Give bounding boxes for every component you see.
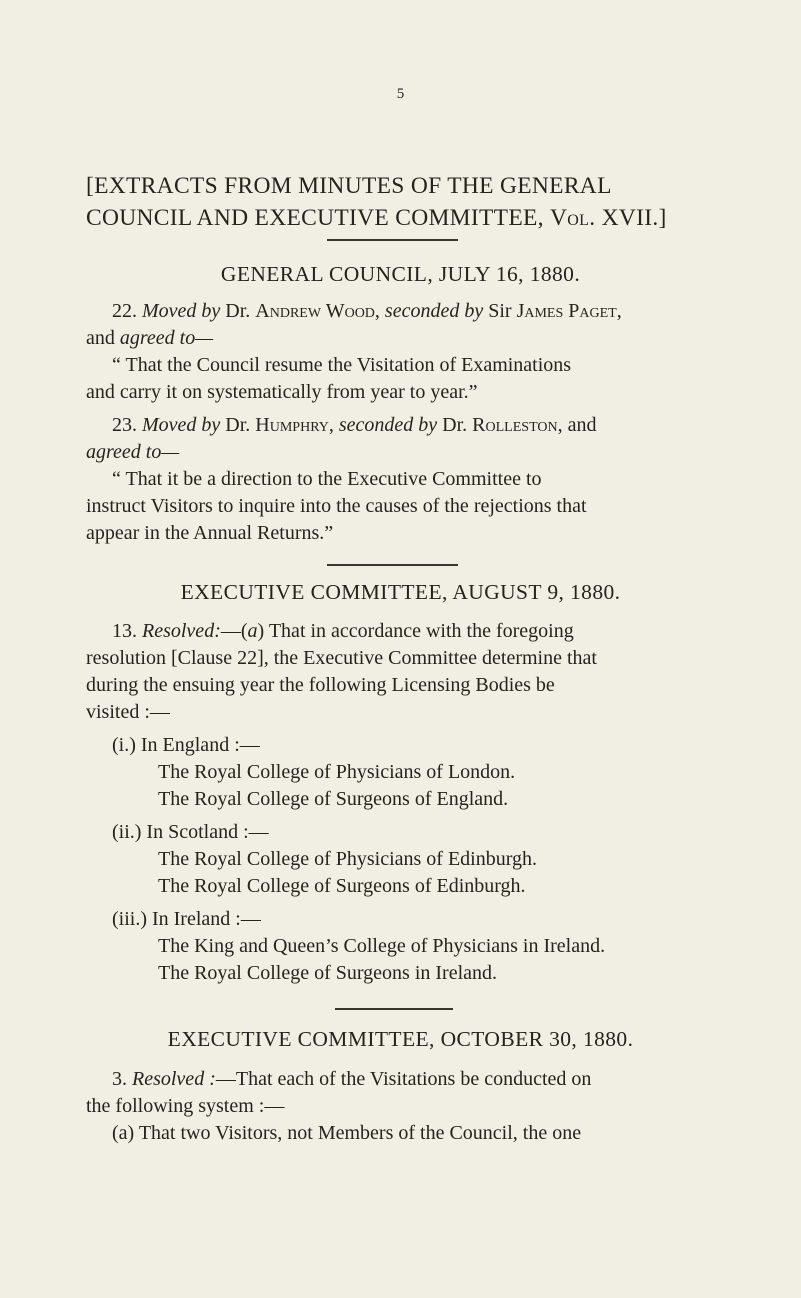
item-13-text: That in accordance with the foregoing (268, 620, 574, 642)
item-13-line1 (112, 618, 574, 645)
seconder-name: Rolleston, (472, 414, 563, 436)
item-23-line2 (86, 439, 179, 466)
document-title-line2 (86, 204, 766, 233)
item-number: 3. (112, 1068, 127, 1090)
divider-rule (327, 239, 458, 241)
mover-name: Humphry, (255, 414, 334, 436)
title-text: COUNCIL AND EXECUTIVE COMMITTEE, (86, 205, 544, 231)
title-vol: Vol. (550, 205, 596, 231)
item-3-line3: (a) That two Visitors, not Members of the Council, the one (112, 1122, 582, 1144)
seconder-name: James Paget, (516, 300, 622, 322)
list-item: The Royal College of Surgeons of Edinburgh. (158, 875, 526, 897)
resolution-22-line2: and carry it on systematically from year to year.” (86, 381, 478, 403)
agreed-label: agreed to— (86, 441, 180, 463)
document-title-line1: [EXTRACTS FROM MINUTES OF THE GENERAL (86, 173, 612, 199)
item-22-line1 (112, 298, 622, 325)
item-23-line1 (112, 412, 596, 439)
punct: —( (220, 620, 248, 642)
list-item: The Royal College of Physicians of Edinburgh. (158, 848, 538, 870)
title-dr: Dr. (225, 414, 251, 436)
title-dr: Dr. (442, 414, 468, 436)
resolution-23-line2: instruct Visitors to inquire into the causes of the rejections that (86, 495, 587, 517)
divider-rule (335, 1008, 453, 1010)
and-text: and (567, 414, 597, 436)
item-22-line2 (86, 325, 213, 352)
item-number: 13. (112, 620, 137, 642)
item-3-line1 (112, 1066, 591, 1093)
moved-by-label: Moved by (142, 300, 221, 322)
section-heading-executive-oct: EXECUTIVE COMMITTEE, OCTOBER 30, 1880. (167, 1027, 634, 1051)
list-item: The Royal College of Surgeons in Ireland. (158, 962, 498, 984)
agreed-label: agreed to— (119, 327, 214, 349)
resolution-22-line1: “ That the Council resume the Visitation of Examinations (112, 354, 572, 376)
section-heading-general-council: GENERAL COUNCIL, JULY 16, 1880. (220, 262, 581, 286)
region-england-label: (i.) In England :— (112, 734, 260, 756)
moved-by-label: Moved by (142, 414, 221, 436)
title-dr: Dr. (225, 300, 251, 322)
list-item: The Royal College of Physicians of London. (158, 761, 516, 783)
and-text: and (86, 327, 115, 349)
page-number: 5 (396, 86, 405, 102)
resolution-23-line3: appear in the Annual Returns.” (86, 522, 334, 544)
resolved-label: Resolved : (132, 1068, 216, 1090)
resolution-23-line1: “ That it be a direction to the Executive Committee to (112, 468, 542, 490)
seconded-by-label: seconded by (338, 414, 438, 436)
section-heading-executive-aug: EXECUTIVE COMMITTEE, AUGUST 9, 1880. (180, 580, 621, 604)
title-volume-number: XVII.] (601, 205, 667, 231)
item-number: 22. (112, 300, 137, 322)
resolved-label: Resolved: (142, 620, 221, 642)
punct: ) (257, 620, 265, 642)
item-13-line3: during the ensuing year the following Licensing Bodies be (86, 674, 555, 696)
list-item: The Royal College of Surgeons of England. (158, 788, 509, 810)
item-3-line2: the following system :— (86, 1095, 285, 1117)
seconded-by-label: seconded by (384, 300, 484, 322)
title-sir: Sir (488, 300, 512, 322)
item-13-line4: visited :— (86, 701, 170, 723)
region-ireland-label: (iii.) In Ireland :— (112, 908, 261, 930)
mover-name: Andrew Wood, (255, 300, 380, 322)
divider-rule (327, 564, 458, 566)
clause-letter: a (247, 620, 258, 642)
item-3-text: —That each of the Visitations be conducted on (215, 1068, 592, 1090)
item-13-line2: resolution [Clause 22], the Executive Committee determine that (86, 647, 597, 669)
list-item: The King and Queen’s College of Physicians in Ireland. (158, 935, 606, 957)
region-scotland-label: (ii.) In Scotland :— (112, 821, 269, 843)
item-number: 23. (112, 414, 137, 436)
